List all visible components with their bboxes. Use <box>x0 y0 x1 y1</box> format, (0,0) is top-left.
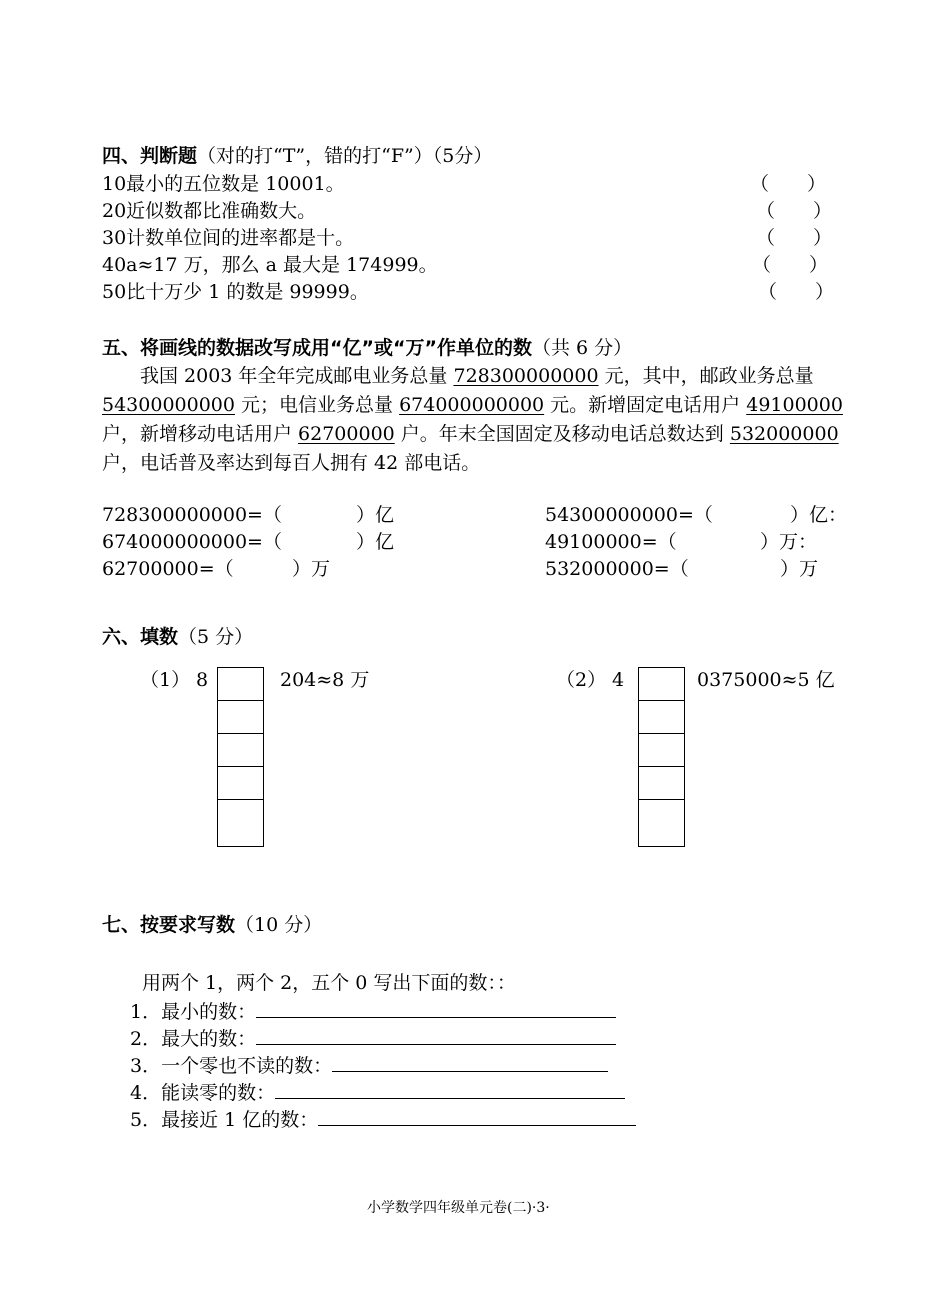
write-item-label: 3．一个零也不读的数： <box>130 1055 333 1077</box>
tf-item-text: 50比十万少 1 的数是 99999。 <box>102 281 369 303</box>
write-item <box>130 1105 636 1134</box>
section6-note: （5 分） <box>178 626 254 648</box>
answer-left: 728300000000=（ <box>102 504 282 526</box>
tf-item <box>102 171 345 198</box>
q2-digit-boxes <box>638 667 685 847</box>
write-item <box>130 1024 616 1053</box>
tf-answer-paren[interactable]: （ ） <box>750 173 827 195</box>
section5-note: （共 6 分） <box>531 337 633 359</box>
para-text: 元；电信业务总量 <box>234 394 400 416</box>
digit-box[interactable] <box>638 700 685 733</box>
para-text: 户，新增移动电话用户 <box>102 423 299 445</box>
section4-title: 四、判断题 <box>102 145 198 167</box>
section7-intro: 用两个 1，两个 2，五个 0 写出下面的数：： <box>142 972 516 994</box>
tf-item-text: 10最小的五位数是 10001。 <box>102 173 345 195</box>
answer-right: ）万： <box>760 531 818 553</box>
tf-item <box>102 252 438 279</box>
section5-paragraph <box>102 362 862 478</box>
q2-prefix: 4 <box>612 669 625 691</box>
answer-line[interactable] <box>256 1024 616 1045</box>
answer-right: ）万 <box>780 558 819 580</box>
q2-label: （2） <box>556 669 607 691</box>
q1-digit-boxes <box>217 667 264 847</box>
digit-box[interactable] <box>638 667 685 700</box>
para-text: 元。新增固定电话用户 <box>544 394 747 416</box>
answer-line[interactable] <box>318 1105 636 1126</box>
digit-box[interactable] <box>638 733 685 766</box>
underlined-number: 62700000 <box>298 423 395 445</box>
tf-item <box>102 198 316 225</box>
write-item <box>130 997 616 1026</box>
underlined-number: 728300000000 <box>453 365 599 387</box>
answer-line[interactable] <box>275 1078 625 1099</box>
digit-box[interactable] <box>217 766 264 799</box>
answer-left: 49100000=（ <box>545 531 677 553</box>
underlined-number: 49100000 <box>746 394 843 416</box>
section7-note: （10 分） <box>235 914 323 936</box>
write-item-label: 2．最大的数： <box>130 1028 257 1050</box>
answer-left: 532000000=（ <box>545 558 689 580</box>
q1-label: （1） <box>140 669 191 691</box>
tf-item <box>102 279 369 306</box>
page-footer: 小学数学四年级单元卷(二)·3· <box>367 1200 550 1216</box>
tf-item-text: 40a≈17 万，那么 a 最大是 174999。 <box>102 254 438 276</box>
q1-suffix: 204≈8 万 <box>280 669 370 691</box>
answer-left: 62700000=（ <box>102 558 234 580</box>
section7-title: 七、按要求写数 <box>102 914 236 936</box>
para-text: 我国 2003 年全年完成邮电业务总量 <box>140 365 454 387</box>
answer-right: ）亿 <box>356 531 395 553</box>
digit-box[interactable] <box>638 766 685 799</box>
answer-right: ）万 <box>292 558 331 580</box>
answer-right: ）亿： <box>790 504 848 526</box>
tf-answer-paren[interactable]: （ ） <box>756 227 833 249</box>
write-item <box>130 1051 608 1080</box>
write-item-label: 1．最小的数： <box>130 1001 257 1023</box>
answer-left: 674000000000=（ <box>102 531 282 553</box>
write-item-label: 5．最接近 1 亿的数： <box>130 1109 319 1131</box>
tf-item-text: 20近似数都比准确数大。 <box>102 200 317 222</box>
digit-box[interactable] <box>217 733 264 766</box>
q2-suffix: 0375000≈5 亿 <box>697 669 835 691</box>
answer-line[interactable] <box>256 997 616 1018</box>
digit-box[interactable] <box>638 799 685 847</box>
write-item <box>130 1078 625 1107</box>
digit-box[interactable] <box>217 667 264 700</box>
digit-box[interactable] <box>217 799 264 847</box>
answer-left: 54300000000=（ <box>545 504 713 526</box>
section6-heading <box>102 624 253 651</box>
section5-heading <box>102 335 632 362</box>
para-text: 户。年末全国固定及移动电话总数达到 <box>394 423 730 445</box>
para-text: 元，其中，邮政业务总量 <box>598 365 814 387</box>
tf-answer-paren[interactable]: （ ） <box>752 254 829 276</box>
q1-prefix: 8 <box>196 669 209 691</box>
underlined-number: 674000000000 <box>399 394 545 416</box>
section4-heading <box>102 143 492 170</box>
section5-title: 五、将画线的数据改写成用“亿”或“万”作单位的数 <box>102 337 532 359</box>
underlined-number: 54300000000 <box>102 394 235 416</box>
tf-item <box>102 225 354 252</box>
para-text: 户，电话普及率达到每百人拥有 42 部电话。 <box>102 452 481 474</box>
section4-note: （对的打“T”，错的打“F”）（5分） <box>197 145 493 167</box>
tf-answer-paren[interactable]: （ ） <box>756 200 833 222</box>
write-item-label: 4．能读零的数： <box>130 1082 276 1104</box>
underlined-number: 532000000 <box>729 423 839 445</box>
section6-title: 六、填数 <box>102 626 179 648</box>
answer-right: ）亿 <box>356 504 395 526</box>
section7-heading <box>102 912 322 939</box>
tf-item-text: 30计数单位间的进率都是十。 <box>102 227 355 249</box>
digit-box[interactable] <box>217 700 264 733</box>
tf-answer-paren[interactable]: （ ） <box>758 281 835 303</box>
answer-line[interactable] <box>332 1051 608 1072</box>
